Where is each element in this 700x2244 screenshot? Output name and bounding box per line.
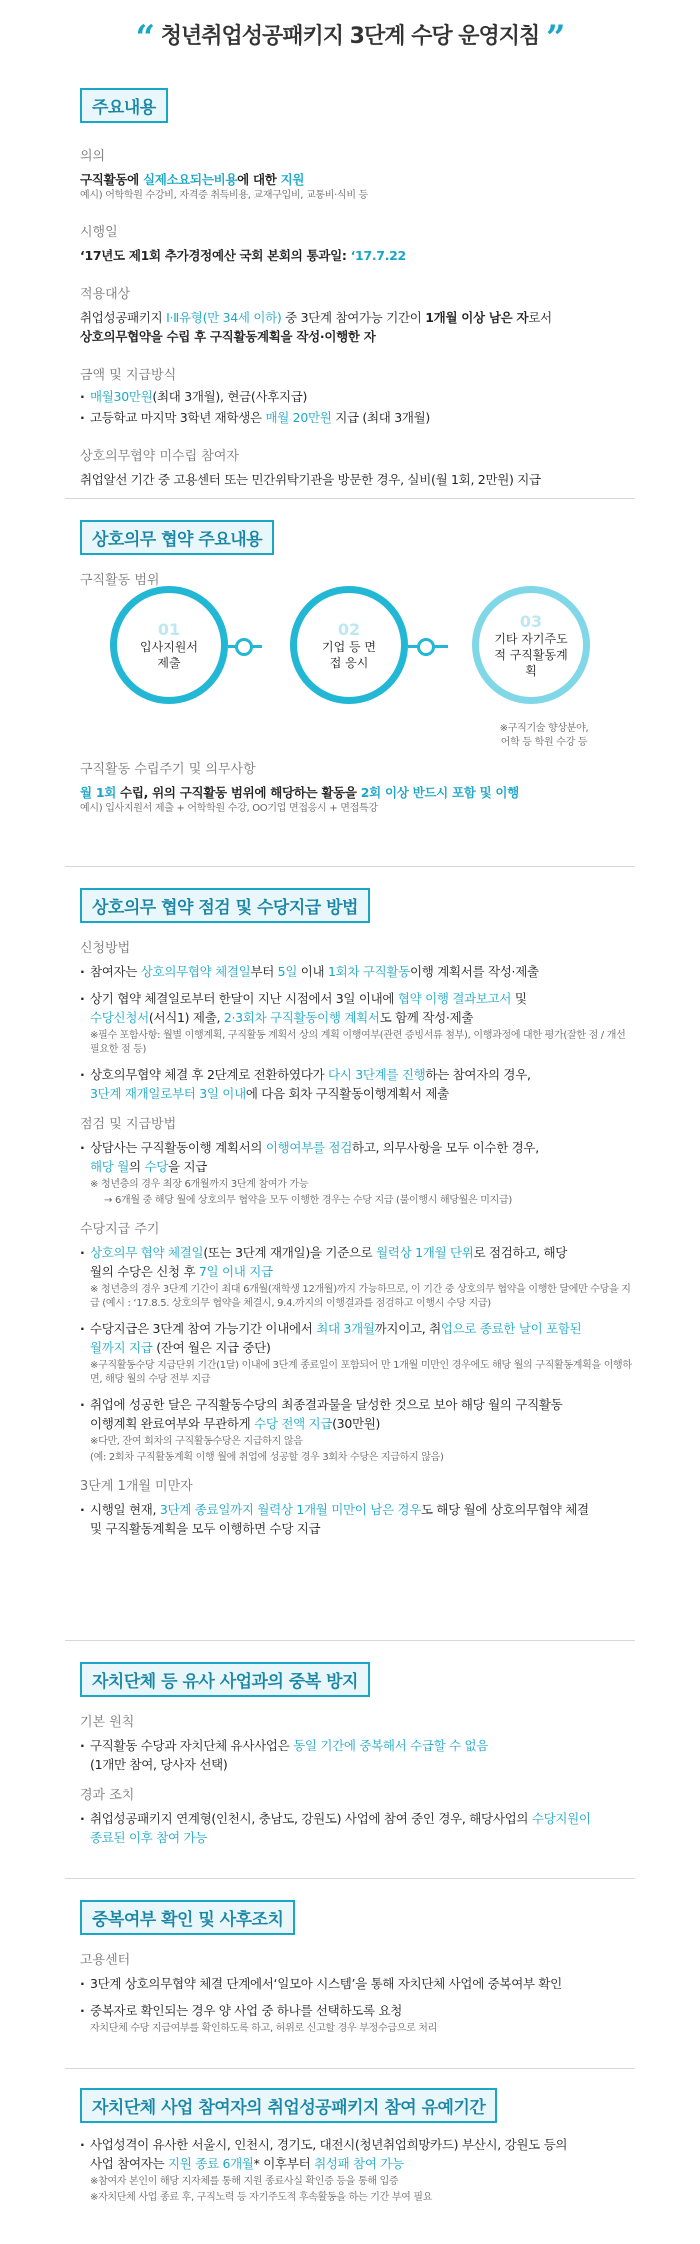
section-main-content bbox=[80, 88, 632, 489]
list-item: · 구직활동 수당과 자치단체 유사사업은 동일 기간에 중복해서 수급할 수 없음 (1개만 참여, 당사자 선택) bbox=[80, 1736, 632, 1774]
list-item: · 시행일 현재, 3단계 종료일까지 월력상 1개월 미만이 남은 경우도 해당 월에 상호의무협약 체결 및 구직활동계획을 모두 이행하면 수당 지급 bbox=[80, 1500, 632, 1538]
divider bbox=[65, 1878, 635, 1879]
step-number: 02 bbox=[337, 619, 361, 639]
list-item: · 사업성격이 유사한 서울시, 인천시, 경기도, 대전시(청년취업희망카드) 부산시, 강원도 등의 사업 참여자는 지원 종료 6개월* 이후부터 취성패 참여 가능 ※참여자 본인이 해당 지자체를 통해 지원 종료사실 확인증 등을 통해 입증 ※자치단체 사업 종료 후, 구직노력 등 자기주도적 후속활동을 하는 기간 부여 필요 bbox=[80, 2135, 632, 2205]
note: ※ 청년층의 경우 3단계 기간이 최대 6개월(재학생 12개월)까지 가능하므로, 이 기간 중 상호의무 협약을 이행한 달에만 수당을 지급 (예시 : ‘17.8.5. 상호의무 협약을 체결시, 9.4.까지의 이행결과를 점검하고 이행시 수당 지급) bbox=[90, 1284, 631, 1309]
section-follow-up bbox=[80, 1900, 632, 2044]
section-duplicate-prevention bbox=[80, 1662, 632, 1855]
step-number: 03 bbox=[519, 611, 543, 631]
cycle-text: 월 1회 수립, 위의 구직활동 범위에 해당하는 활동을 2회 이상 반드시 포함 및 이행 bbox=[80, 785, 519, 800]
subheading-no-agreement: 상호의무협약 미수립 참여자 bbox=[80, 449, 239, 464]
list-item: · 참여자는 상호의무협약 체결일부터 5일 이내 1회차 구직활동이행 계획서를 작성·제출 bbox=[80, 962, 632, 981]
scope-circle-3 bbox=[472, 586, 590, 704]
divider bbox=[65, 498, 635, 499]
list-item: · 3단계 상호의무협약 체결 단계에서‘일모아 시스템’을 통해 자치단체 사업에 중복여부 확인 bbox=[80, 1974, 632, 1993]
open-quote-mark: “ bbox=[135, 18, 155, 58]
section-heading: 자치단체 사업 참여자의 취업성공패키지 참여 유예기간 bbox=[80, 2088, 497, 2123]
step-label: 기타 자기주도적 구직활동계획 bbox=[494, 631, 568, 678]
scope-note: ※구직기술 향상분야, 어학 등 학원 수강 등 bbox=[499, 723, 589, 748]
subheading-check: 점검 및 지급방법 bbox=[80, 1117, 177, 1132]
meaning-example: 예시) 어학학원 수강비, 자격증 취득비용, 교재구입비, 교통비·식비 등 bbox=[80, 190, 368, 201]
note: 자치단체 수당 지급여부를 확인하도록 하고, 허위로 신고할 경우 부정수급으로 처리 bbox=[90, 2023, 438, 2034]
section-heading: 주요내용 bbox=[80, 88, 168, 123]
section-cycle bbox=[80, 758, 632, 816]
subheading-scope: 구직활동 범위 bbox=[80, 573, 160, 588]
step-label: 입사지원서 제출 bbox=[140, 639, 198, 670]
subheading-transition: 경과 조치 bbox=[80, 1788, 135, 1803]
subheading-under-month: 3단계 1개월 미만자 bbox=[80, 1479, 193, 1494]
note: → 6개월 중 해당 월에 상호의무 협약을 모두 이행한 경우는 수당 지급 (불이행시 해당월은 미지급) bbox=[104, 1195, 512, 1206]
subheading-target: 적용대상 bbox=[80, 287, 131, 302]
section-grace-period bbox=[80, 2088, 632, 2213]
divider bbox=[65, 866, 635, 867]
no-agreement-text: 취업알선 기간 중 고용센터 또는 민간위탁기관을 방문한 경우, 실비(월 1회, 2만원) 지급 bbox=[80, 472, 541, 487]
section-heading: 자치단체 등 유사 사업과의 중복 방지 bbox=[80, 1662, 370, 1697]
close-quote-mark: ” bbox=[545, 18, 565, 58]
list-item: · 상호의무협약 체결 후 2단계로 전환하였다가 다시 3단계를 진행하는 참여자의 경우, 3단계 재개일로부터 3일 이내에 다음 회차 구직활동이행계획서 제출 bbox=[80, 1065, 632, 1103]
section-heading: 상호의무 협약 주요내용 bbox=[80, 520, 274, 555]
section-agreement bbox=[80, 520, 632, 588]
divider bbox=[65, 1640, 635, 1641]
subheading-center: 고용센터 bbox=[80, 1953, 131, 1968]
apply-list bbox=[80, 962, 632, 1103]
section-heading: 중복여부 확인 및 사후조치 bbox=[80, 1900, 295, 1935]
note: ※구직활동수당 지급단위 기간(1달) 이내에 3단계 종료일이 포함되어 만 1개월 미만인 경우에도 해당 월의 구직활동계획을 이행하면, 해당 월의 수당 전부 지급 bbox=[90, 1360, 632, 1385]
page-title-text: 청년취업성공패키지 3단계 수당 운영지침 bbox=[160, 24, 540, 49]
subheading-cycle: 구직활동 수립주기 및 의무사항 bbox=[80, 762, 256, 777]
grace-list bbox=[80, 2135, 632, 2205]
check-list bbox=[80, 1138, 632, 1208]
list-item: · 고등학교 마지막 3학년 재학생은 매월 20만원 지급 (최대 3개월) bbox=[80, 408, 632, 427]
subheading-effective-date: 시행일 bbox=[80, 225, 118, 240]
basic-list bbox=[80, 1736, 632, 1774]
subheading-amount: 금액 및 지급방식 bbox=[80, 368, 177, 383]
note: ※참여자 본인이 해당 지자체를 통해 지원 종료사실 확인증 등을 통해 입증 bbox=[90, 2176, 399, 2187]
amount-list bbox=[80, 387, 632, 427]
section-heading: 상호의무 협약 점검 및 수당지급 방법 bbox=[80, 888, 370, 923]
effective-date-text: ‘17년도 제1회 추가경정예산 국회 본회의 통과일: ‘17.7.22 bbox=[80, 248, 406, 263]
subheading-apply: 신청방법 bbox=[80, 941, 131, 956]
connector-dot bbox=[417, 638, 435, 656]
note: ※ 청년층의 경우 최장 6개월까지 3단계 참여가 가능 bbox=[90, 1179, 309, 1190]
under-month-list bbox=[80, 1500, 632, 1538]
subheading-basic: 기본 원칙 bbox=[80, 1715, 135, 1730]
page-title bbox=[0, 18, 700, 58]
connector-dot bbox=[235, 638, 253, 656]
section-check-payment bbox=[80, 888, 632, 1546]
transition-list bbox=[80, 1809, 632, 1847]
pay-cycle-list bbox=[80, 1243, 632, 1465]
list-item: · 상담사는 구직활동이행 계획서의 이행여부를 점검하고, 의무사항을 모두 이수한 경우, 해당 월의 수당을 지급 ※ 청년층의 경우 최장 6개월까지 3단계 참여가 가능 → 6개월 중 해당 월에 상호의무 협약을 모두 이행한 경우는 수당 지급 (불이행시 해당월은 미지급) bbox=[80, 1138, 632, 1208]
target-text: 취업성공패키지 Ⅰ·Ⅱ유형(만 34세 이하) 중 3단계 참여가능 기간이 1개월 이상 남은 자로서 상호의무협약을 수립 후 구직활동계획을 작성·이행한 자 bbox=[80, 310, 552, 344]
list-item: · 상기 협약 체결일로부터 한달이 지난 시점에서 3일 이내에 협약 이행 결과보고서 및 수당신청서(서식1) 제출, 2·3회차 구직활동이행 계획서도 함께 작성·제출 ※필수 포함사항: 월별 이행계획, 구직활동 계획서 상의 계획 이행여부(관련 증빙서류 첨부), 이행과정에 대한 평가(잘한 점 / 개선 필요한 점 등) bbox=[80, 989, 632, 1057]
divider bbox=[65, 2068, 635, 2069]
list-item: · 취업에 성공한 달은 구직활동수당의 최종결과물을 달성한 것으로 보아 해당 월의 구직활동 이행계획 완료여부와 무관하게 수당 전액 지급(30만원) ※다만, 잔여 회차의 구직활동수당은 지급하지 않음 (예: 2회차 구직활동계획 이행 월에 취업에 성공할 경우 3회차 수당은 지급하지 않음) bbox=[80, 1395, 632, 1465]
scope-circle-2 bbox=[290, 586, 408, 704]
list-item: · 중복자로 확인되는 경우 양 사업 중 하나를 선택하도록 요청 자치단체 수당 지급여부를 확인하도록 하고, 허위로 신고할 경우 부정수급으로 처리 bbox=[80, 2001, 632, 2036]
subheading-meaning: 의의 bbox=[80, 149, 106, 164]
step-label: 기업 등 면접 응시 bbox=[322, 639, 376, 670]
note: ※필수 포함사항: 월별 이행계획, 구직활동 계획서 상의 계획 이행여부(관련 증빙서류 첨부), 이행과정에 대한 평가(잘한 점 / 개선 필요한 점 등) bbox=[90, 1030, 626, 1055]
note: ※자치단체 사업 종료 후, 구직노력 등 자기주도적 후속활동을 하는 기간 부여 필요 bbox=[90, 2192, 433, 2203]
center-list bbox=[80, 1974, 632, 2036]
scope-circle-1 bbox=[110, 586, 228, 704]
list-item: · 취업성공패키지 연계형(인천시, 충남도, 강원도) 사업에 참여 중인 경우, 해당사업의 수당지원이 종료된 이후 참여 가능 bbox=[80, 1809, 632, 1847]
meaning-text: 구직활동에 실제소요되는비용에 대한 지원 bbox=[80, 172, 305, 187]
note: ※다만, 잔여 회차의 구직활동수당은 지급하지 않음 bbox=[90, 1436, 303, 1447]
cycle-example: 예시) 입사지원서 제출 + 어학학원 수강, OO기업 면접응시 + 면접특강 bbox=[80, 803, 378, 814]
note: (예: 2회차 구직활동계획 이행 월에 취업에 성공할 경우 3회차 수당은 지급하지 않음) bbox=[90, 1452, 444, 1463]
subheading-pay-cycle: 수당지급 주기 bbox=[80, 1222, 160, 1237]
list-item: · 상호의무 협약 체결일(또는 3단계 재개일)을 기준으로 월력상 1개월 단위로 점검하고, 해당 월의 수당은 신청 후 7일 이내 지급 ※ 청년층의 경우 3단계 기간이 최대 6개월(재학생 12개월)까지 가능하므로, 이 기간 중 상호의무 협약을 이행한 달에만 수당을 지급 (예시 : ‘17.8.5. 상호의무 협약을 체결시, 9.4.까지의 이행결과를 점검하고 이행시 수당 지급) bbox=[80, 1243, 632, 1311]
list-item: · 수당지급은 3단계 참여 가능기간 이내에서 최대 3개월까지이고, 취업으로 종료한 날이 포함된 월까지 지급 (잔여 월은 지급 중단) ※구직활동수당 지급단위 기간(1달) 이내에 3단계 종료일이 포함되어 만 1개월 미만인 경우에도 해당 월의 구직활동계획을 이행하면, 해당 월의 수당 전부 지급 bbox=[80, 1319, 632, 1387]
scope-flow-diagram bbox=[110, 586, 590, 716]
list-item: · 매월30만원(최대 3개월), 현금(사후지급) bbox=[80, 387, 632, 406]
step-number: 01 bbox=[157, 619, 181, 639]
